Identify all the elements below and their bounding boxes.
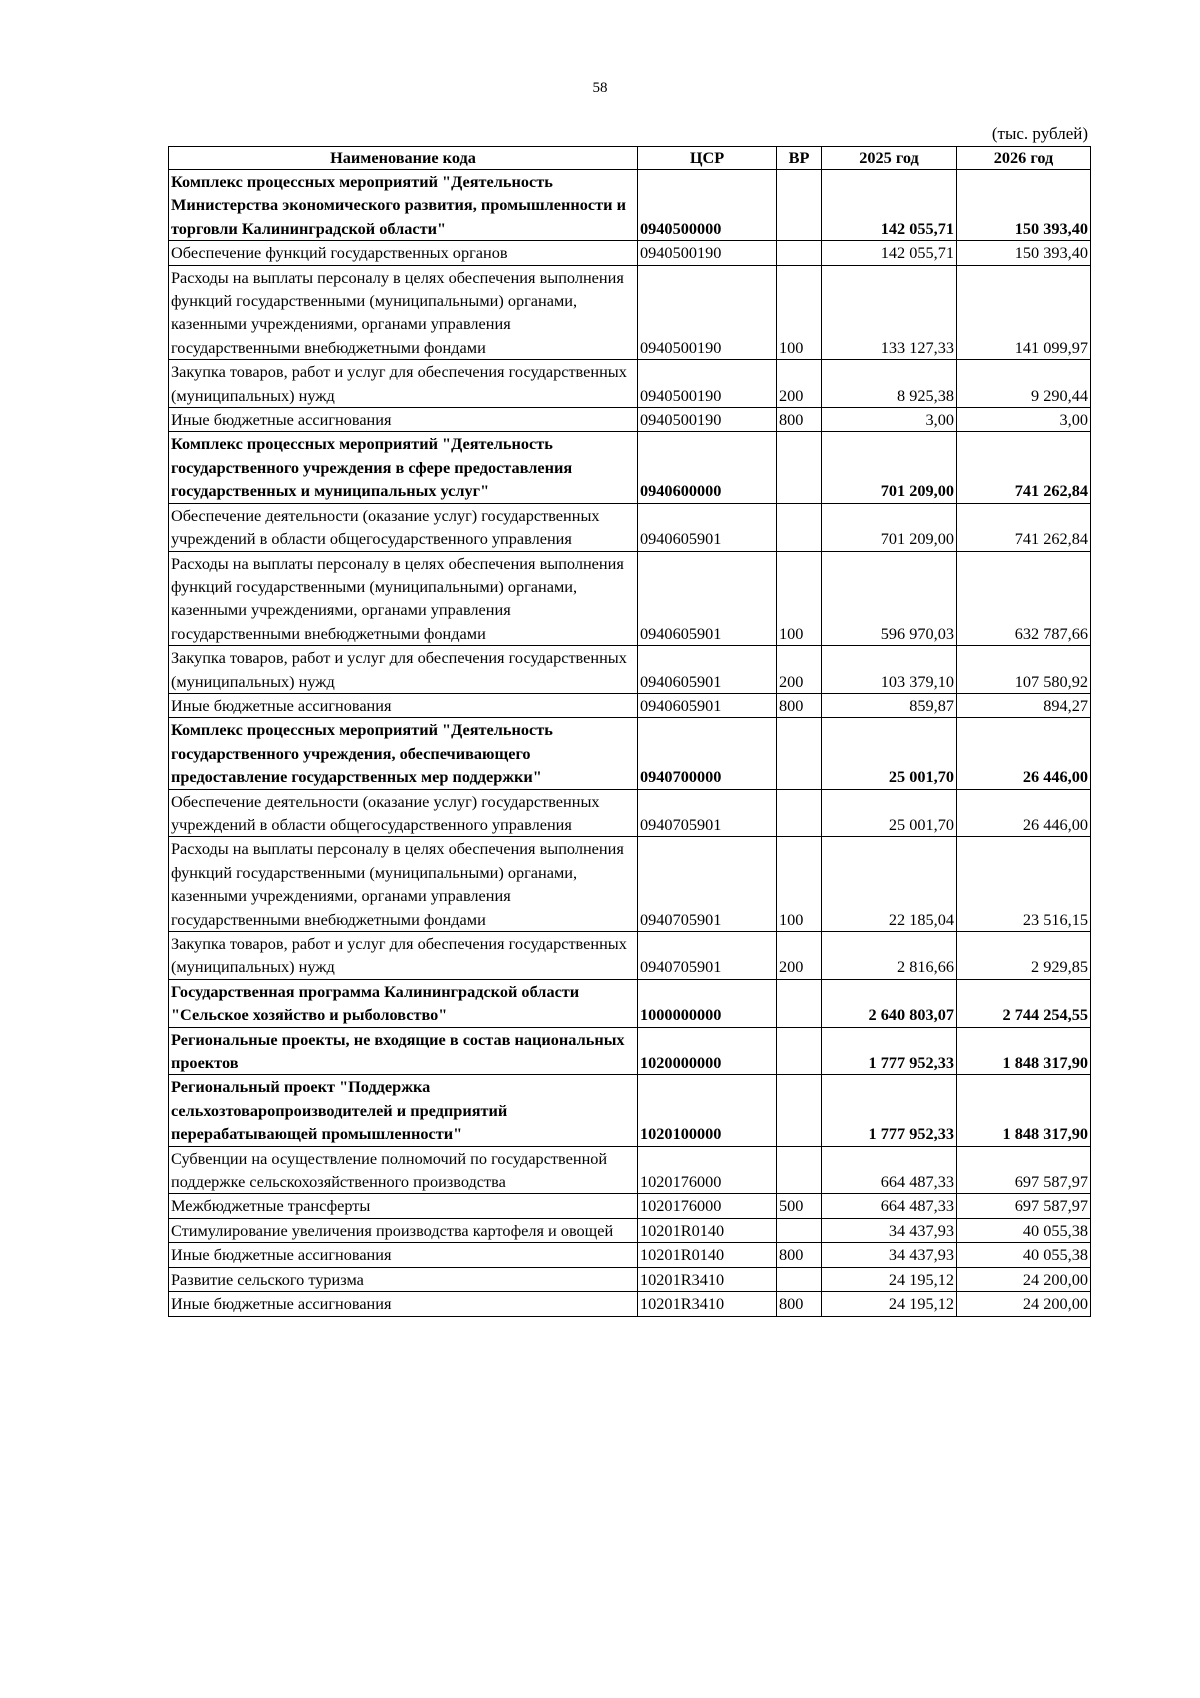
table-row [169,265,1091,360]
cell-csr: 1020000000 [638,1027,777,1075]
cell-csr: 1020100000 [638,1075,777,1146]
table-row [169,408,1091,432]
cell-vr [777,979,822,1027]
cell-2025: 596 970,03 [822,551,957,646]
cell-csr: 0940605901 [638,551,777,646]
header-csr: ЦСР [638,147,777,170]
header-2026: 2026 год [957,147,1091,170]
table-row [169,551,1091,646]
cell-vr [777,1267,822,1291]
cell-2026: 26 446,00 [957,718,1091,789]
cell-2026: 697 587,97 [957,1146,1091,1194]
cell-csr: 0940605901 [638,646,777,694]
cell-2025: 1 777 952,33 [822,1027,957,1075]
cell-2026: 150 393,40 [957,241,1091,265]
cell-2025: 1 777 952,33 [822,1075,957,1146]
table-row [169,1267,1091,1291]
table-row [169,241,1091,265]
cell-vr: 200 [777,646,822,694]
cell-2025: 8 925,38 [822,360,957,408]
table-row [169,1075,1091,1146]
cell-name: Закупка товаров, работ и услуг для обеспечения государственных (муниципальных) нужд [169,360,638,408]
cell-2026: 741 262,84 [957,503,1091,551]
cell-name: Расходы на выплаты персоналу в целях обеспечения выполнения функций государственными (муниципальными) органами, казенными учреждениями, органами управления государственными внебюджетными фондами [169,837,638,932]
cell-vr [777,1075,822,1146]
cell-2026: 23 516,15 [957,837,1091,932]
cell-csr: 0940705901 [638,837,777,932]
table-row [169,789,1091,837]
cell-name: Расходы на выплаты персоналу в целях обеспечения выполнения функций государственными (муниципальными) органами, казенными учреждениями, органами управления государственными внебюджетными фондами [169,551,638,646]
cell-2026: 150 393,40 [957,170,1091,241]
cell-name: Межбюджетные трансферты [169,1194,638,1218]
cell-vr [777,718,822,789]
table-row [169,432,1091,503]
cell-2025: 25 001,70 [822,718,957,789]
cell-csr: 10201R0140 [638,1218,777,1242]
cell-vr [777,789,822,837]
cell-vr: 800 [777,693,822,717]
cell-2026: 24 200,00 [957,1267,1091,1291]
cell-vr [777,1146,822,1194]
cell-csr: 0940700000 [638,718,777,789]
cell-name: Региональные проекты, не входящие в состав национальных проектов [169,1027,638,1075]
cell-name: Развитие сельского туризма [169,1267,638,1291]
cell-2025: 701 209,00 [822,432,957,503]
cell-2026: 24 200,00 [957,1292,1091,1316]
cell-2026: 2 929,85 [957,932,1091,980]
table-row [169,718,1091,789]
table-row [169,1292,1091,1316]
cell-2025: 142 055,71 [822,170,957,241]
cell-2026: 141 099,97 [957,265,1091,360]
cell-2026: 632 787,66 [957,551,1091,646]
cell-name: Обеспечение деятельности (оказание услуг) государственных учреждений в области общегосударственного управления [169,789,638,837]
cell-vr: 800 [777,1243,822,1267]
cell-2025: 664 487,33 [822,1146,957,1194]
cell-csr: 0940705901 [638,789,777,837]
cell-2025: 34 437,93 [822,1218,957,1242]
table-row [169,503,1091,551]
cell-2026: 697 587,97 [957,1194,1091,1218]
cell-2026: 40 055,38 [957,1218,1091,1242]
cell-name: Закупка товаров, работ и услуг для обеспечения государственных (муниципальных) нужд [169,646,638,694]
cell-vr: 100 [777,265,822,360]
cell-csr: 10201R3410 [638,1267,777,1291]
cell-csr: 0940500190 [638,360,777,408]
table-row [169,360,1091,408]
cell-2025: 3,00 [822,408,957,432]
table-row [169,1218,1091,1242]
table-row [169,170,1091,241]
cell-name: Стимулирование увеличения производства картофеля и овощей [169,1218,638,1242]
cell-vr: 800 [777,408,822,432]
cell-2026: 1 848 317,90 [957,1075,1091,1146]
cell-csr: 0940605901 [638,693,777,717]
cell-csr: 1000000000 [638,979,777,1027]
cell-vr: 500 [777,1194,822,1218]
table-row [169,693,1091,717]
header-name: Наименование кода [169,147,638,170]
page-number: 58 [592,80,608,96]
cell-vr [777,1027,822,1075]
cell-2025: 133 127,33 [822,265,957,360]
cell-2025: 25 001,70 [822,789,957,837]
cell-name: Расходы на выплаты персоналу в целях обеспечения выполнения функций государственными (муниципальными) органами, казенными учреждениями, органами управления государственными внебюджетными фондами [169,265,638,360]
cell-2025: 664 487,33 [822,1194,957,1218]
cell-name: Иные бюджетные ассигнования [169,408,638,432]
table-row [169,837,1091,932]
cell-vr [777,241,822,265]
header-row [169,147,1091,170]
cell-csr: 0940705901 [638,932,777,980]
cell-2026: 741 262,84 [957,432,1091,503]
cell-name: Региональный проект "Поддержка сельхозтоваропроизводителей и предприятий перерабатывающей промышленности" [169,1075,638,1146]
cell-2026: 3,00 [957,408,1091,432]
table-row [169,1146,1091,1194]
cell-name: Комплекс процессных мероприятий "Деятельность Министерства экономического развития, промышленности и торговли Калининградской области" [169,170,638,241]
units-label: (тыс. рублей) [991,124,1088,143]
cell-2026: 894,27 [957,693,1091,717]
cell-name: Обеспечение функций государственных органов [169,241,638,265]
cell-name: Иные бюджетные ассигнования [169,1292,638,1316]
budget-table [168,146,1091,1317]
cell-2026: 40 055,38 [957,1243,1091,1267]
table-row [169,1194,1091,1218]
cell-vr [777,503,822,551]
cell-csr: 0940605901 [638,503,777,551]
cell-csr: 0940500190 [638,265,777,360]
cell-2026: 26 446,00 [957,789,1091,837]
cell-csr: 10201R0140 [638,1243,777,1267]
cell-vr [777,432,822,503]
cell-vr: 200 [777,360,822,408]
table-row [169,932,1091,980]
cell-vr: 100 [777,551,822,646]
cell-name: Иные бюджетные ассигнования [169,693,638,717]
cell-vr: 200 [777,932,822,980]
table-row [169,979,1091,1027]
cell-vr: 100 [777,837,822,932]
cell-vr [777,170,822,241]
table-row [169,1027,1091,1075]
table-header [169,147,1091,170]
cell-2025: 22 185,04 [822,837,957,932]
cell-name: Комплекс процессных мероприятий "Деятельность государственного учреждения, обеспечивающего предоставление государственных мер поддержки" [169,718,638,789]
cell-2025: 2 816,66 [822,932,957,980]
cell-name: Закупка товаров, работ и услуг для обеспечения государственных (муниципальных) нужд [169,932,638,980]
cell-2025: 701 209,00 [822,503,957,551]
table-row [169,1243,1091,1267]
cell-csr: 10201R3410 [638,1292,777,1316]
table-body [169,170,1091,1317]
cell-csr: 0940500000 [638,170,777,241]
cell-csr: 1020176000 [638,1146,777,1194]
cell-name: Комплекс процессных мероприятий "Деятельность государственного учреждения в сфере предоставления государственных и муниципальных услуг" [169,432,638,503]
cell-name: Субвенции на осуществление полномочий по государственной поддержке сельскохозяйственного производства [169,1146,638,1194]
cell-2025: 2 640 803,07 [822,979,957,1027]
cell-csr: 0940500190 [638,241,777,265]
cell-2025: 24 195,12 [822,1292,957,1316]
cell-2026: 107 580,92 [957,646,1091,694]
cell-csr: 1020176000 [638,1194,777,1218]
cell-vr: 800 [777,1292,822,1316]
cell-2025: 34 437,93 [822,1243,957,1267]
cell-2026: 9 290,44 [957,360,1091,408]
cell-2026: 1 848 317,90 [957,1027,1091,1075]
cell-name: Государственная программа Калининградской области "Сельское хозяйство и рыболовство" [169,979,638,1027]
cell-csr: 0940500190 [638,408,777,432]
header-vr: ВР [777,147,822,170]
table-row [169,646,1091,694]
cell-csr: 0940600000 [638,432,777,503]
cell-2026: 2 744 254,55 [957,979,1091,1027]
cell-name: Иные бюджетные ассигнования [169,1243,638,1267]
cell-vr [777,1218,822,1242]
cell-2025: 24 195,12 [822,1267,957,1291]
cell-2025: 859,87 [822,693,957,717]
cell-2025: 142 055,71 [822,241,957,265]
header-2025: 2025 год [822,147,957,170]
cell-2025: 103 379,10 [822,646,957,694]
cell-name: Обеспечение деятельности (оказание услуг) государственных учреждений в области общегосударственного управления [169,503,638,551]
